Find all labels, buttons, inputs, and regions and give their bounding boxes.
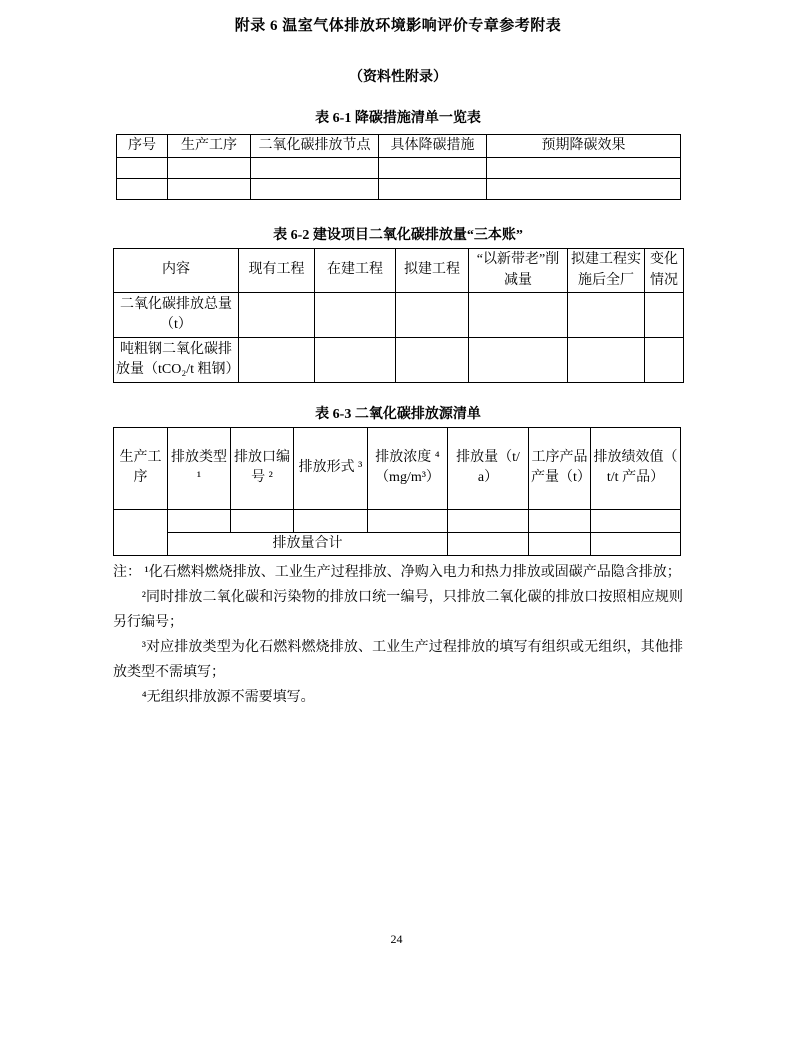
empty-cell [469, 337, 568, 382]
header-cell-offset-reduction: “以新带老”削减量 [469, 249, 568, 293]
footnote-1: 注： ¹化石燃料燃烧排放、工业生产过程排放、净购入电力和热力排放或固碳产品隐含排放； [113, 565, 681, 581]
header-cell-change: 变化情况 [645, 249, 684, 293]
header-cell-existing-project: 现有工程 [239, 249, 315, 293]
page-number: 24 [390, 932, 403, 946]
header-cell-whole-plant-after: 拟建工程实施后全厂 [568, 249, 645, 293]
empty-cell [396, 292, 469, 337]
empty-cell [117, 179, 168, 200]
empty-cell [568, 292, 645, 337]
footnote-4: ⁴无组织排放源不需要填写。 [141, 690, 315, 706]
empty-cell [251, 179, 379, 200]
empty-cell [469, 292, 568, 337]
table-6-3-caption: 表 6-3 二氧化碳排放源清单 [315, 406, 481, 422]
page-title: 附录 6 温室气体排放环境影响评价专章参考附表 [234, 18, 562, 34]
empty-cell [645, 337, 684, 382]
table-6-1-caption: 表 6-1 降碳措施清单一览表 [315, 111, 481, 126]
empty-cell [591, 532, 681, 555]
table-6-1 [116, 134, 681, 200]
table-row [114, 509, 681, 532]
empty-cell [487, 158, 681, 179]
empty-cell-process-merged [114, 509, 168, 555]
header-cell-emission-node: 二氧化碳排放节点 [251, 135, 379, 158]
empty-cell [239, 292, 315, 337]
empty-cell [294, 509, 368, 532]
empty-cell [379, 179, 487, 200]
empty-cell [315, 292, 396, 337]
table-row [114, 532, 681, 555]
table-6-2-caption: 表 6-2 建设项目二氧化碳排放量“三本账” [273, 228, 523, 244]
header-cell-expected-effect: 预期降碳效果 [487, 135, 681, 158]
table-row [114, 337, 684, 382]
empty-cell [239, 337, 315, 382]
empty-cell [448, 532, 529, 555]
header-cell-performance-value: 排放绩效值（ t/t 产品） [591, 427, 681, 509]
footnotes [113, 560, 683, 710]
empty-cell [168, 509, 231, 532]
table-row [114, 427, 681, 509]
row-label-per-ton-steel: 吨粗钢二氧化碳排放量（tCO₂/t 粗钢） [114, 337, 239, 382]
table-row [114, 292, 684, 337]
header-cell-measure: 具体降碳措施 [379, 135, 487, 158]
header-cell-proposed-project: 拟建工程 [396, 249, 469, 293]
footnote-3: ³对应排放类型为化石燃料燃烧排放、工业生产过程排放的填写有组织或无组织，其他排放类型不需填写； [113, 640, 683, 681]
empty-cell [168, 179, 251, 200]
footnote-2: ²同时排放二氧化碳和污染物的排放口统一编号，只排放二氧化碳的排放口按照相应规则另行编号； [113, 590, 683, 631]
header-cell-emission-type: 排放类型 ¹ [168, 427, 231, 509]
header-cell-emission-amount: 排放量（t/a） [448, 427, 529, 509]
empty-cell [231, 509, 294, 532]
empty-cell [379, 158, 487, 179]
empty-cell [251, 158, 379, 179]
total-label-cell: 排放量合计 [168, 532, 448, 555]
empty-cell [396, 337, 469, 382]
header-cell-production-process: 生产工序 [114, 427, 168, 509]
header-cell-product-output: 工序产品产量（t） [529, 427, 591, 509]
header-cell-emission-form: 排放形式 ³ [294, 427, 368, 509]
table-row [117, 135, 681, 158]
empty-cell [448, 509, 529, 532]
page-subtitle: （资料性附录） [349, 70, 447, 85]
table-row [117, 179, 681, 200]
header-cell-process: 生产工序 [168, 135, 251, 158]
empty-cell [117, 158, 168, 179]
empty-cell [368, 509, 448, 532]
header-cell-under-construction: 在建工程 [315, 249, 396, 293]
empty-cell [529, 509, 591, 532]
empty-cell [645, 292, 684, 337]
header-cell-index: 序号 [117, 135, 168, 158]
header-cell-content: 内容 [114, 249, 239, 293]
table-row [114, 249, 684, 293]
empty-cell [315, 337, 396, 382]
table-6-2 [113, 248, 684, 383]
table-6-3 [113, 427, 681, 556]
empty-cell [568, 337, 645, 382]
empty-cell [591, 509, 681, 532]
header-cell-outlet-number: 排放口编号 ² [231, 427, 294, 509]
row-label-total-co2: 二氧化碳排放总量（t） [114, 292, 239, 337]
empty-cell [529, 532, 591, 555]
header-cell-emission-concentration: 排放浓度 ⁴（mg/m³） [368, 427, 448, 509]
table-row [117, 158, 681, 179]
empty-cell [168, 158, 251, 179]
empty-cell [487, 179, 681, 200]
